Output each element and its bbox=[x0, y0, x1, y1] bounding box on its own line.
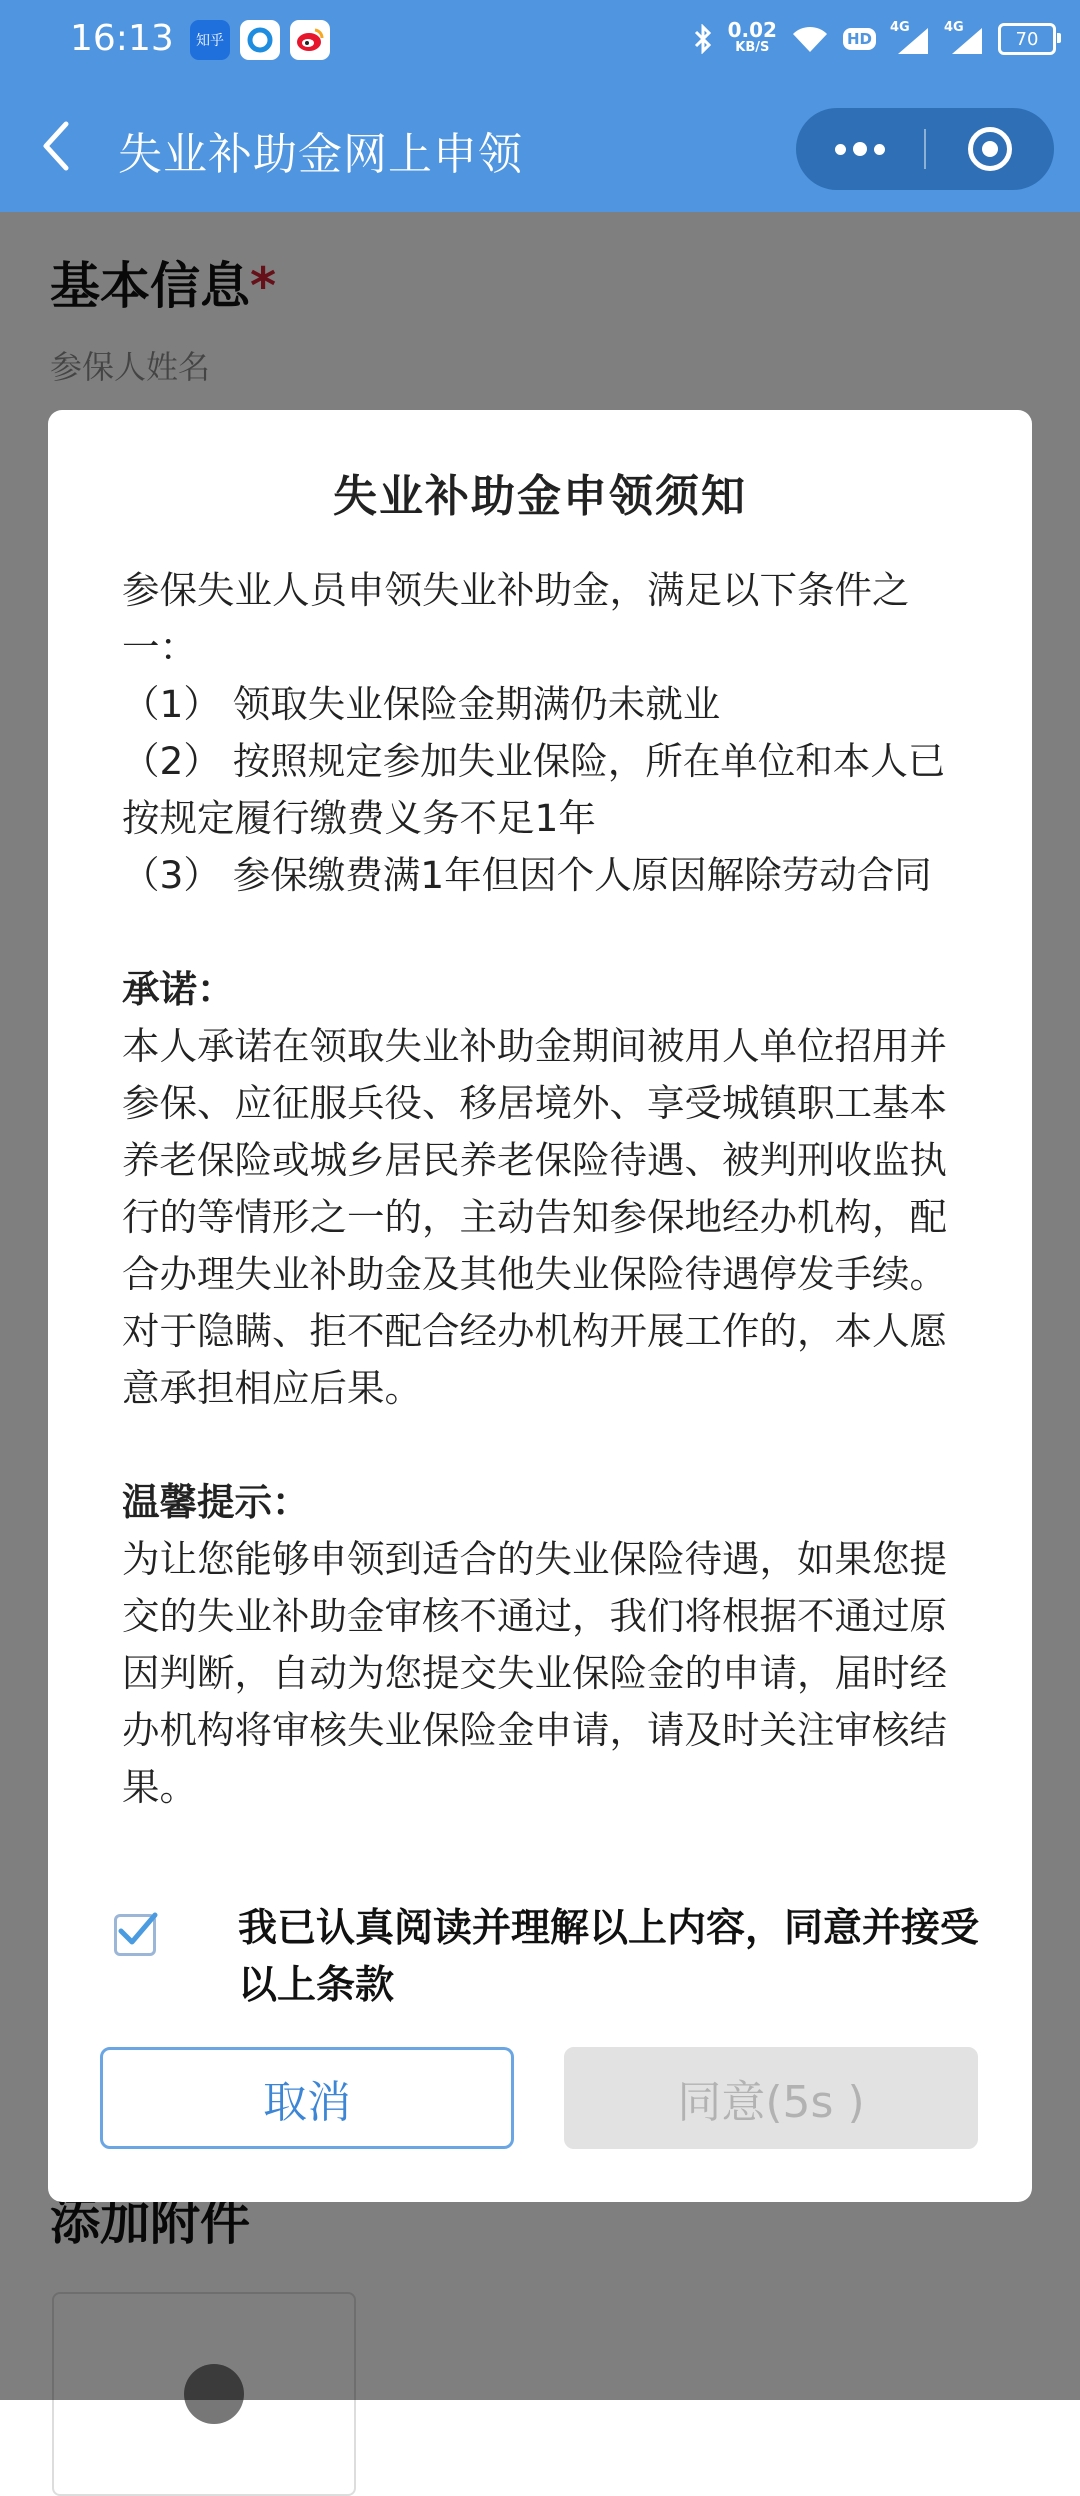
status-indicators bbox=[692, 14, 1056, 64]
tip-heading: 温馨提示： bbox=[122, 1480, 310, 1524]
condition-item: （3） 参保缴费满1年但因个人原因解除劳动合同 bbox=[122, 853, 932, 897]
promise-text: 本人承诺在领取失业补助金期间被用人单位招用并参保、应征服兵役、移居境外、享受城镇职工基本养老保险或城乡居民养老保险待遇、被判刑收监执行的等情形之一的，主动告知参保地经办机构，配合办理失业补助金及其他失业保险待遇停发手续。对于隐瞒、拒不配合经办机构开展工作的，本人愿意承担相应后果。 bbox=[122, 1024, 947, 1410]
zhihu-app-icon: 知乎 bbox=[190, 20, 230, 60]
condition-intro: 参保失业人员申领失业补助金，满足以下条件之一： bbox=[122, 568, 910, 669]
tip-text: 为让您能够申领到适合的失业保险待遇，如果您提交的失业补助金审核不通过，我们将根据不通过原因判断，自动为您提交失业保险金的申请，届时经办机构将审核失业保险金申请，请及时关注审核结果。 bbox=[122, 1537, 947, 1809]
agree-button[interactable]: 同意(5s ) bbox=[564, 2047, 978, 2149]
more-dot-icon bbox=[835, 144, 846, 155]
hd-badge: HD bbox=[843, 28, 876, 50]
close-miniprogram-button[interactable] bbox=[926, 108, 1054, 190]
condition-item: （1） 领取失业保险金期满仍未就业 bbox=[122, 682, 721, 726]
notice-dialog bbox=[48, 410, 1032, 2202]
agree-checkbox[interactable] bbox=[114, 1914, 156, 1956]
condition-item: （2） 按照规定参加失业保险，所在单位和本人已按规定履行缴费义务不足1年 bbox=[122, 739, 946, 840]
target-icon bbox=[968, 127, 1012, 171]
bluetooth-icon bbox=[692, 24, 714, 54]
wifi-icon bbox=[791, 24, 829, 54]
status-bar bbox=[0, 0, 1080, 78]
status-time: 16:13 bbox=[70, 18, 174, 59]
signal-icon-2: 4G bbox=[944, 22, 984, 56]
more-dot-icon bbox=[874, 144, 885, 155]
dialog-body bbox=[122, 562, 972, 1816]
chevron-left-icon bbox=[36, 116, 86, 176]
circle-app-icon bbox=[240, 20, 280, 60]
checkmark-icon bbox=[115, 1911, 159, 1951]
more-button[interactable] bbox=[796, 108, 924, 190]
nav-bar bbox=[0, 78, 1080, 212]
back-button[interactable] bbox=[36, 116, 86, 176]
signal-icon-1: 4G bbox=[890, 22, 930, 56]
dialog-title: 失业补助金申领须知 bbox=[333, 471, 747, 522]
page-title: 失业补助金网上申领 bbox=[118, 129, 523, 180]
weibo-app-icon bbox=[290, 20, 330, 60]
more-dot-icon bbox=[853, 142, 867, 156]
network-speed: 0.02 KB/S bbox=[727, 18, 777, 55]
promise-heading: 承诺： bbox=[122, 967, 235, 1011]
miniprogram-capsule bbox=[796, 108, 1054, 190]
agree-label[interactable]: 我已认真阅读并理解以上内容，同意并接受以上条款 bbox=[238, 1906, 980, 2008]
battery-icon: 70 bbox=[998, 23, 1056, 55]
cancel-button[interactable]: 取消 bbox=[100, 2047, 514, 2149]
